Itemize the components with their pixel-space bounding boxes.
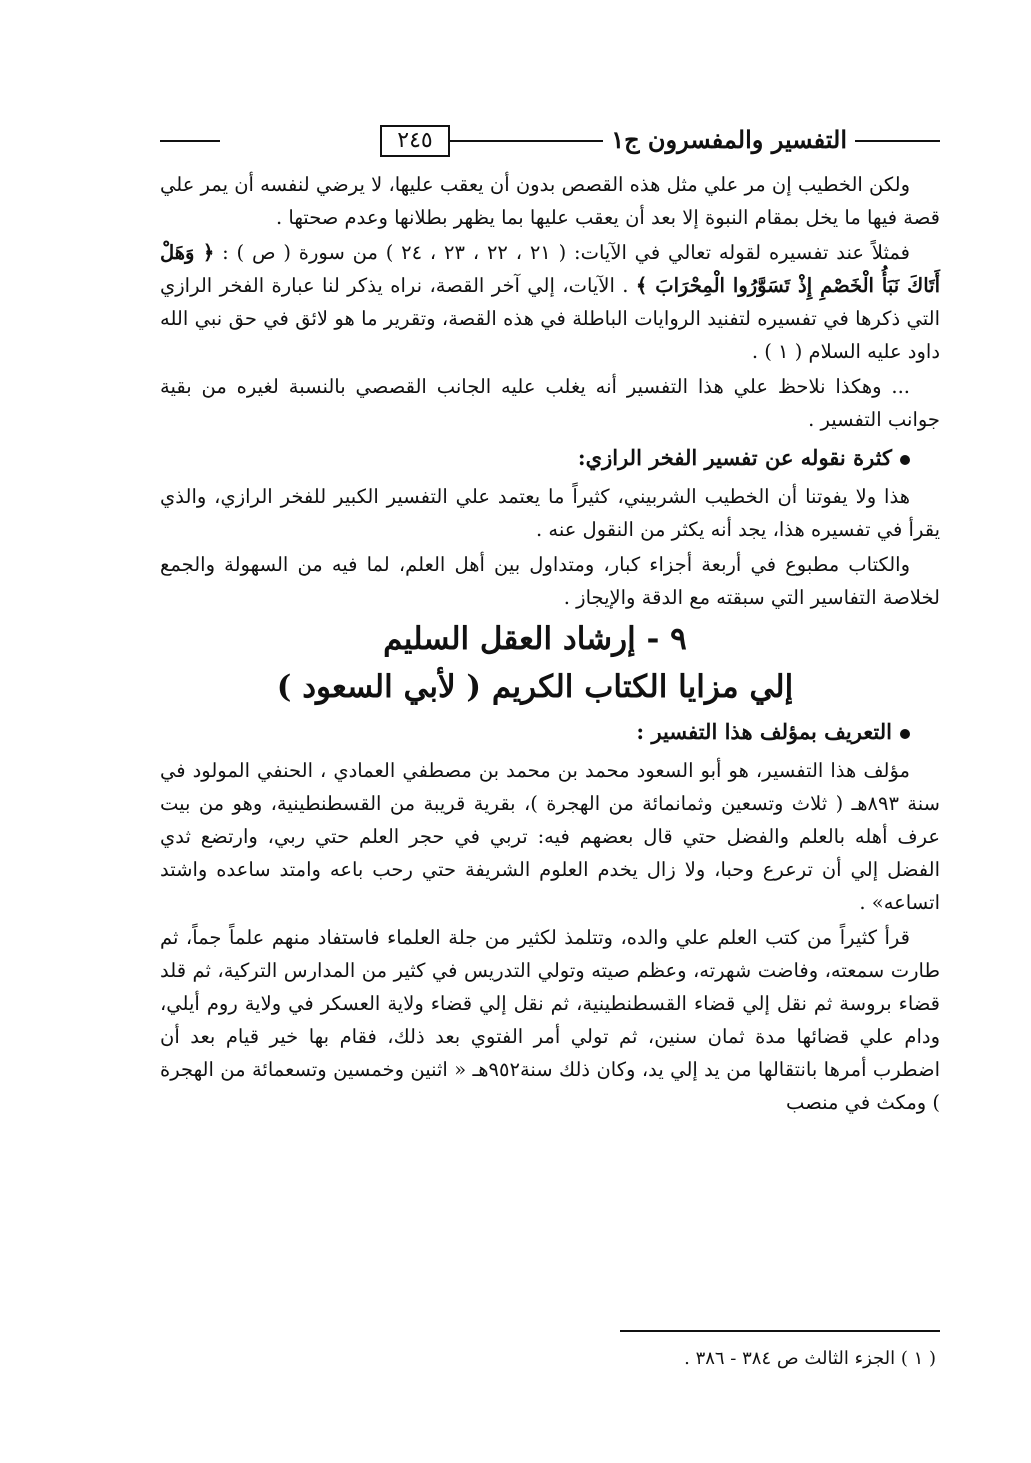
- bullet-icon: [900, 455, 910, 465]
- paragraph-quran-example: [160, 236, 940, 368]
- header-rule-left: [160, 140, 220, 142]
- page-header: [160, 123, 940, 163]
- subheading: [160, 438, 940, 478]
- paragraph: ولكن الخطيب إن مر علي مثل هذه القصص بدون أن يعقب عليها، لا يرضي لنفسه أن يمر علي قصة فيها ما يخل بمقام النبوة إلا بعد أن يعقب عليها بما يظهر بطلانها وعدم صحتها .: [160, 173, 940, 229]
- subheading-text: التعريف بمؤلف هذا التفسير :: [636, 719, 892, 744]
- subheading-text: كثرة نقوله عن تفسير الفخر الرازي:: [577, 445, 892, 470]
- bullet-icon: [900, 729, 910, 739]
- page-number: ٢٤٥: [380, 125, 450, 157]
- paragraph: مؤلف هذا التفسير، هو أبو السعود محمد بن محمد بن مصطفي العمادي ، الحنفي المولود في سنة ٨٩٣هـ ( ثلاث وتسعين وثمانمائة من الهجرة )، بقرية قريبة من القسطنطينية، وهو من بيت عرف أهله بالعلم والفضل حتي قال بعضهم فيه: تربي في حجر العلم حتي ربي، وارتضع ثدي الفضل إلي أن ترعرع وحبا، ولا زال يخدم العلوم الشريفة حتي رحب باعه وامتد ساعده واشتد اتساعه» .: [160, 759, 940, 914]
- page-body: [160, 168, 940, 1119]
- section-title: إلي مزايا الكتاب الكريم ( لأبي السعود ): [276, 669, 794, 705]
- footnote: ( ١ ) الجزء الثالث ص ٣٨٤ - ٣٨٦ .: [684, 1348, 936, 1369]
- paragraph: والكتاب مطبوع في أربعة أجزاء كبار، ومتداول بين أهل العلم، لما فيه من السهولة والجمع لخلاصة التفاسير التي سبقته مع الدقة والإيجاز .: [160, 553, 940, 609]
- subheading: [160, 712, 940, 752]
- paragraph-text: فمثلاً عند تفسيره لقوله تعالي في الآيات: ( ٢١ ، ٢٢ ، ٢٣ ، ٢٤ ) من سورة ( ص ) :: [214, 241, 910, 264]
- paragraph: قرأ كثيراً من كتب العلم علي والده، وتتلمذ لكثير من جلة العلماء فاستفاد منهم علماً جماً، ثم طارت سمعته، وفاضت شهرته، وعظم صيته وتولي التدريس في كثير من المدارس التركية، ثم قلد قضاء بروسة ثم نقل إلي قضاء القسطنطينية، ثم نقل إلي قضاء ولاية العسكر في ولاية روم أيلي، ودام علي قضائها مدة ثمان سنين، ثم تولي أمر الفتوي بعد ذلك، فقام بها خير قيام بعد أن اضطرب أمرها بانتقالها من يد إلي يد، وكان ذلك سنة٩٥٢هـ « اثنين وخمسين وتسعمائة من الهجرة ) ومكث في منصب: [160, 926, 940, 1114]
- paragraph-text: . الآيات، إلي آخر القصة، نراه يذكر لنا عبارة الفخر الرازي التي ذكرها في تفسيره لتفنيد الروايات الباطلة في هذه القصة، وتقرير ما هو لائق في حق نبي الله داود عليه السلام ( ١ ) .: [160, 274, 940, 363]
- paragraph: ... وهكذا نلاحظ علي هذا التفسير أنه يغلب عليه الجانب القصصي بالنسبة لغيره من بقية جوانب التفسير .: [160, 375, 940, 431]
- running-title: التفسير والمفسرون ج١: [603, 123, 855, 157]
- paragraph: هذا ولا يفوتنا أن الخطيب الشربيني، كثيراً ما يعتمد علي التفسير الكبير للفخر الرازي، والذي يقرأ في تفسيره هذا، يجد أنه يكثر من النقول عنه .: [160, 485, 940, 541]
- quran-verse: ﴿ وَهَلْ أَتَاكَ نَبَأُ الْخَصْمِ إِذْ تَسَوَّرُوا الْمِحْرَابَ ﴾: [160, 241, 940, 297]
- footnote-divider: [620, 1330, 940, 1332]
- section-title: ٩ - إرشاد العقل السليم: [383, 621, 687, 657]
